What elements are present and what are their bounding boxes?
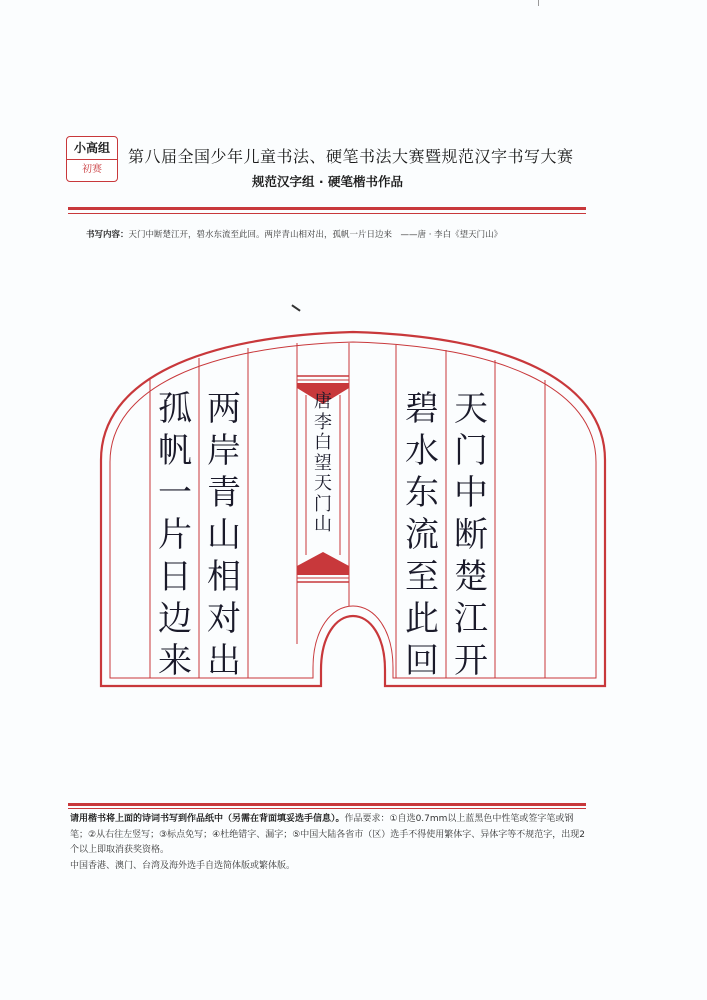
poem-column-4 [151, 388, 199, 682]
handwritten-character: 天 [454, 389, 488, 429]
handwritten-character: 来 [158, 641, 192, 681]
handwritten-character: 日 [158, 557, 192, 597]
stage-label: 初赛 [82, 164, 102, 175]
handwritten-character: 此 [405, 599, 439, 639]
writing-content-text: 天门中断楚江开，碧水东流至此回。两岸青山相对出，孤帆一片日边来 ——唐 · 李白《望天门山》 [128, 230, 503, 240]
instructions [70, 812, 590, 874]
instructions-requirements: 作品要求：①自选0.7mm以上蓝黑色中性笔或签字笔或钢笔；②从右往左竖写；③标点免写；④杜绝错字、漏字；⑤中国大陆各省市（区）选手不得使用繁体字、异体字等不规范字，出现2个以上即取消获奖资格。 [70, 814, 586, 855]
writing-content-label: 书写内容： [86, 230, 129, 240]
signature-character: 唐 [314, 391, 332, 412]
handwritten-character: 流 [405, 515, 439, 555]
poem-column-2 [398, 388, 446, 682]
handwritten-character: 山 [207, 515, 241, 555]
category-subtitle: 规范汉字组 · 硬笔楷书作品 [252, 174, 403, 189]
poem-column-1 [447, 388, 495, 682]
signature-character: 天 [314, 473, 332, 494]
footer-rule-thick [68, 803, 586, 806]
handwritten-character: 出 [207, 641, 241, 681]
handwritten-character: 帆 [158, 431, 192, 471]
signature-character: 李 [314, 411, 332, 433]
handwritten-character: 断 [454, 515, 488, 555]
handwritten-character: 对 [207, 599, 241, 639]
handwritten-character: 江 [454, 599, 488, 639]
signature-character: 白 [314, 432, 332, 453]
footer-rule-thin [68, 808, 586, 809]
handwritten-character: 回 [405, 641, 439, 681]
handwritten-character: 开 [454, 641, 488, 681]
handwritten-character: 相 [207, 557, 241, 597]
signature-character: 门 [314, 493, 332, 515]
cartouche-bottom-ornament [297, 552, 349, 575]
handwritten-character: 青 [207, 473, 241, 513]
signature-character: 望 [314, 452, 332, 474]
group-label: 小高组 [67, 137, 117, 160]
handwritten-character: 孤 [158, 389, 192, 429]
handwritten-character: 碧 [405, 389, 439, 429]
signature-text [303, 392, 343, 552]
handwritten-character: 片 [158, 515, 192, 555]
handwritten-character: 楚 [454, 557, 488, 597]
handwritten-character: 一 [158, 473, 192, 513]
signature-character: 山 [314, 514, 332, 535]
handwritten-character: 边 [158, 599, 192, 639]
instructions-lead: 请用楷书将上面的诗词书写到作品纸中（另需在背面填妥选手信息）。 [70, 814, 345, 824]
handwritten-character: 中 [454, 473, 488, 513]
competition-title: 第八届全国少年儿童书法、硬笔书法大赛暨规范汉字书写大赛 [128, 147, 574, 166]
handwritten-character: 东 [405, 473, 439, 513]
instructions-note: 中国香港、澳门、台湾及海外选手自选简体版或繁体版。 [70, 860, 296, 871]
handwritten-character: 岸 [207, 431, 241, 471]
handwritten-character: 水 [405, 431, 439, 471]
poem-column-3 [200, 388, 248, 682]
handwritten-character: 至 [405, 557, 439, 597]
handwritten-character: 两 [207, 389, 241, 429]
handwritten-character: 门 [454, 431, 488, 471]
